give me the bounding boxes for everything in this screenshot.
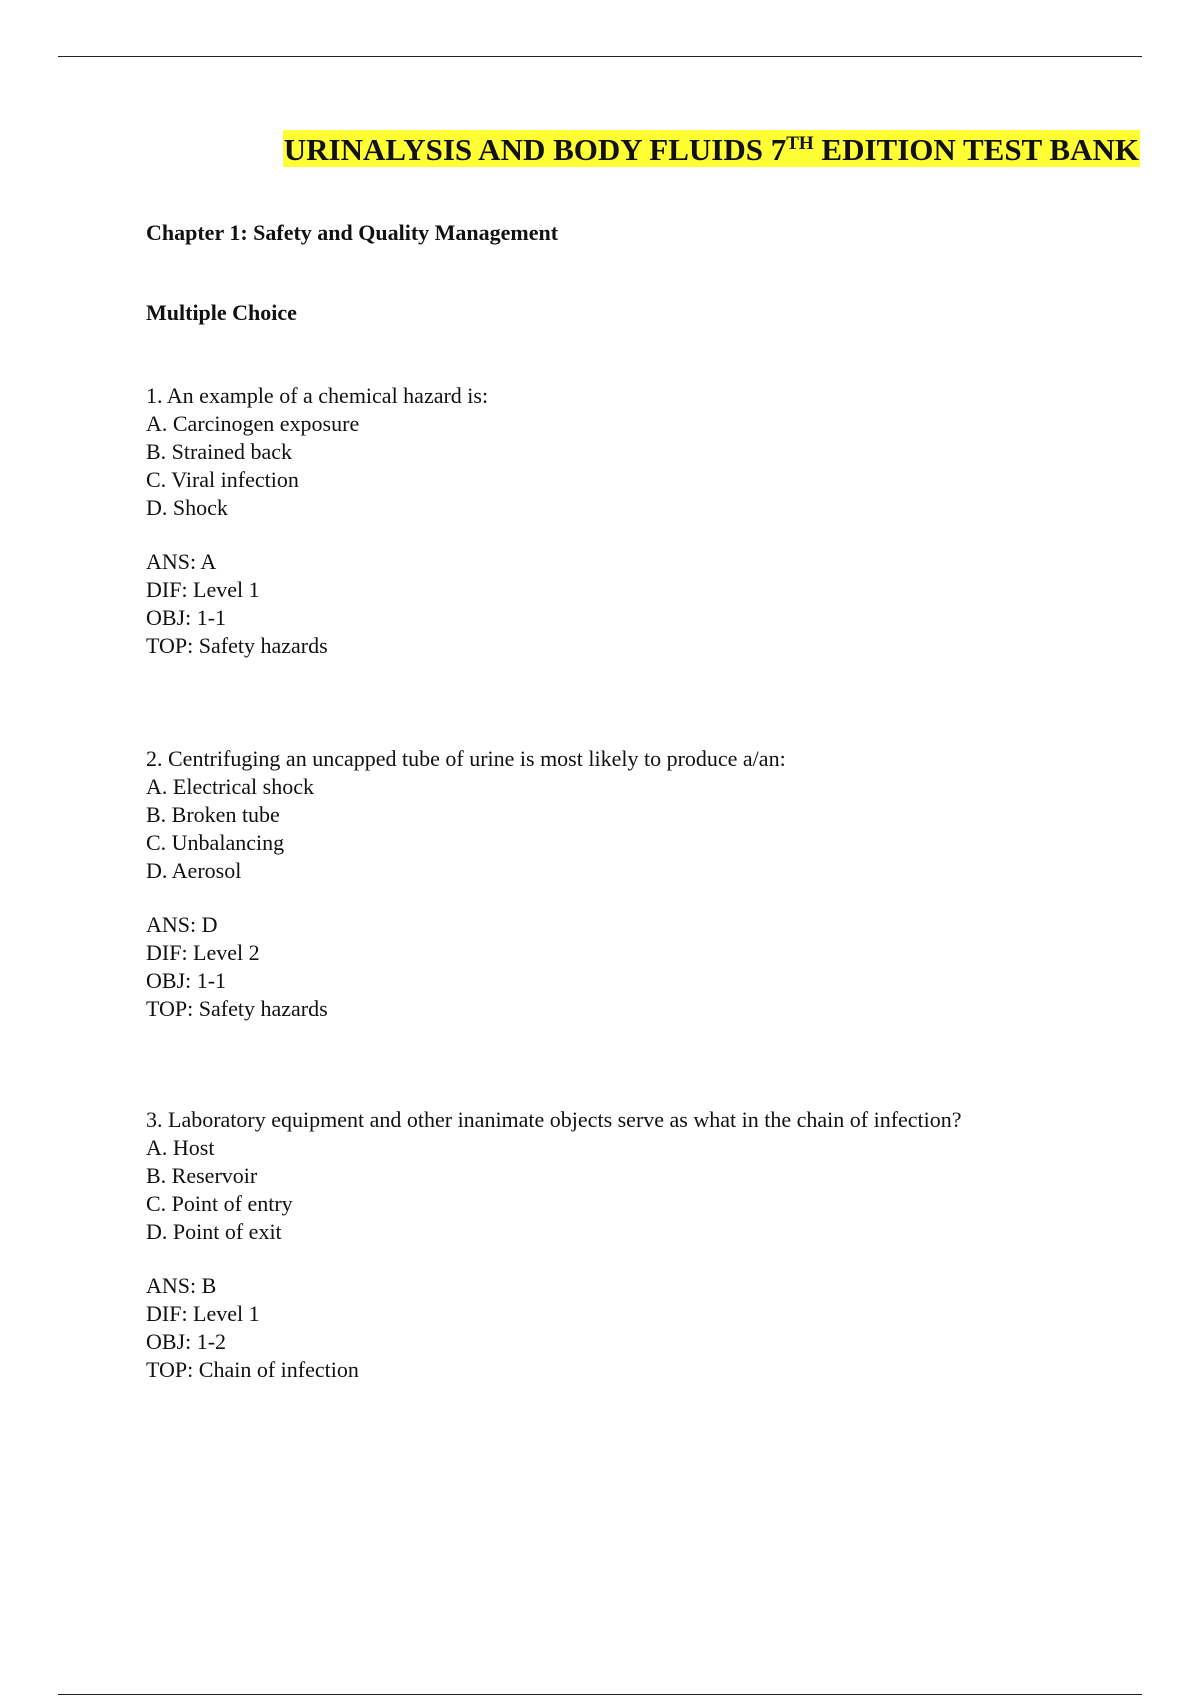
- top-rule: [58, 56, 1142, 57]
- title-trailing-text: EDITION TEST BANK: [813, 132, 1139, 167]
- answer-option-b: B. Broken tube: [146, 802, 280, 827]
- objective: OBJ: 1-2: [146, 1329, 227, 1354]
- difficulty-level: DIF: Level 1: [146, 577, 260, 602]
- answer-option-a: A. Host: [146, 1135, 215, 1160]
- title-highlight: [283, 130, 1140, 167]
- answer-option-c: C. Unbalancing: [146, 830, 285, 855]
- answer-option-b: B. Strained back: [146, 439, 293, 464]
- objective: OBJ: 1-1: [146, 605, 227, 630]
- question-3: [146, 1106, 1136, 1384]
- answer-option-c: C. Viral infection: [146, 467, 299, 492]
- title-main-text: URINALYSIS AND BODY FLUIDS 7: [283, 132, 787, 167]
- spacer: [146, 522, 1136, 548]
- answer-key: ANS: D: [146, 912, 218, 937]
- section-heading: Multiple Choice: [146, 300, 297, 325]
- question-stem: 2. Centrifuging an uncapped tube of urine is most likely to produce a/an:: [146, 746, 786, 771]
- answer-option-d: D. Point of exit: [146, 1219, 282, 1244]
- question-stem: 3. Laboratory equipment and other inanimate objects serve as what in the chain of infection?: [146, 1107, 962, 1132]
- question-stem: 1. An example of a chemical hazard is:: [146, 383, 489, 408]
- difficulty-level: DIF: Level 1: [146, 1301, 260, 1326]
- answer-key: ANS: A: [146, 549, 217, 574]
- answer-option-a: A. Carcinogen exposure: [146, 411, 360, 436]
- objective: OBJ: 1-1: [146, 968, 227, 993]
- topic: TOP: Safety hazards: [146, 633, 328, 658]
- topic: TOP: Chain of infection: [146, 1357, 359, 1382]
- topic: TOP: Safety hazards: [146, 996, 328, 1021]
- answer-option-a: A. Electrical shock: [146, 774, 314, 799]
- difficulty-level: DIF: Level 2: [146, 940, 260, 965]
- answer-option-d: D. Shock: [146, 495, 228, 520]
- answer-key: ANS: B: [146, 1273, 217, 1298]
- answer-option-c: C. Point of entry: [146, 1191, 293, 1216]
- question-1: [146, 382, 1136, 660]
- page-title: [283, 132, 1140, 168]
- title-superscript: TH: [786, 133, 814, 154]
- answer-option-b: B. Reservoir: [146, 1163, 258, 1188]
- bottom-rule: [58, 1694, 1142, 1695]
- chapter-heading: Chapter 1: Safety and Quality Management: [146, 220, 559, 245]
- question-2: [146, 745, 1136, 1023]
- spacer: [146, 885, 1136, 911]
- answer-option-d: D. Aerosol: [146, 858, 242, 883]
- spacer: [146, 1246, 1136, 1272]
